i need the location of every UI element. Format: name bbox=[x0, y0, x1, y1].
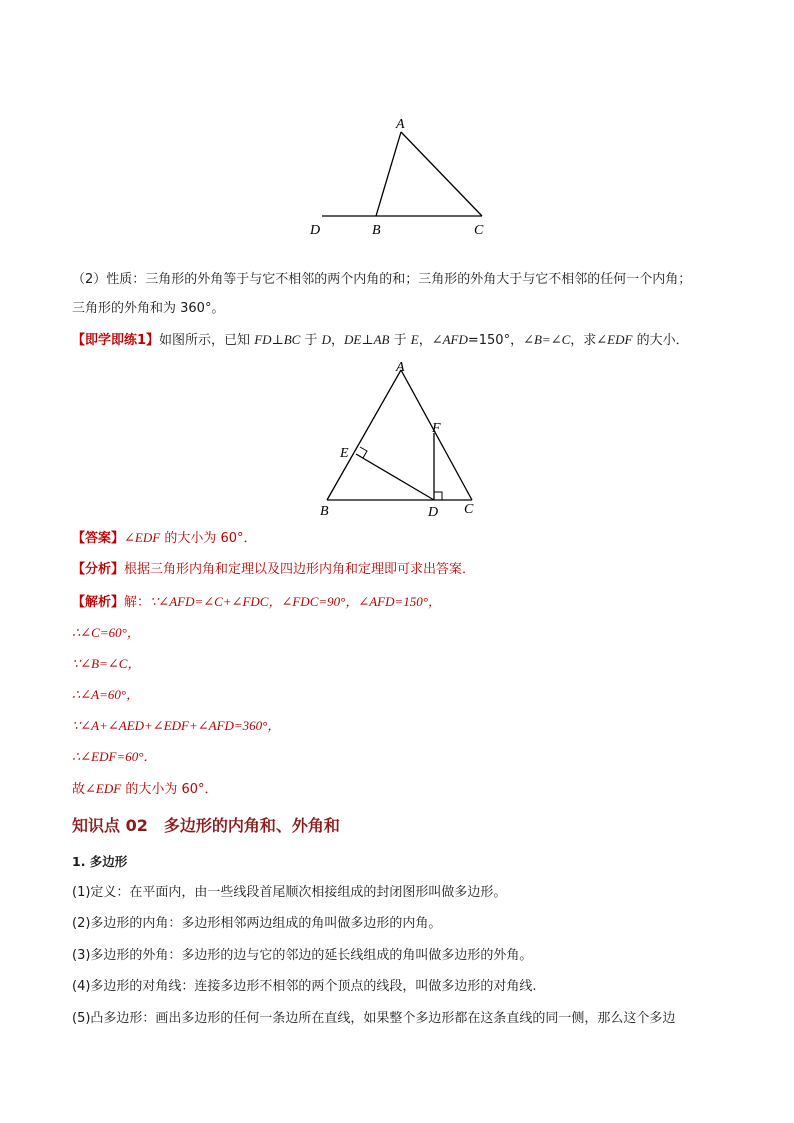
label-C: C bbox=[464, 502, 474, 517]
exercise-text: ，求 bbox=[570, 333, 597, 348]
label-F: F bbox=[432, 421, 441, 436]
solution-line-1 bbox=[72, 592, 441, 613]
exercise-text: 于 bbox=[389, 333, 411, 348]
solution-step-4: ∴∠A=60°， bbox=[72, 687, 140, 702]
definition-item-4: (4)多边形的对角线：连接多边形不相邻的两个顶点的线段，叫做多边形的对角线. bbox=[72, 979, 537, 994]
solution-tag: 【解析】 bbox=[72, 595, 125, 610]
label-A: A bbox=[396, 117, 405, 132]
exercise-text: =150°， bbox=[467, 333, 524, 348]
definition-item-2: (2)多边形的内角：多边形相邻两边组成的角叫做多边形的内角。 bbox=[72, 916, 442, 931]
math-angle-afd: ∠AFD bbox=[431, 332, 468, 347]
property-line-1: （2）性质：三角形的外角等于与它不相邻的两个内角的和；三角形的外角大于与它不相邻的任何一个内角； bbox=[72, 272, 692, 287]
section-heading bbox=[72, 815, 340, 837]
answer-line bbox=[72, 528, 257, 549]
label-E: E bbox=[340, 446, 349, 461]
solution-step-5: ∵∠A+∠AED+∠EDF+∠AFD=360°， bbox=[72, 718, 281, 733]
section-number: 知识点 02 bbox=[72, 816, 148, 835]
math-angle-edf: ∠EDF bbox=[124, 530, 161, 545]
exercise-statement bbox=[72, 330, 689, 351]
solution-step-3: ∵∠B=∠C， bbox=[72, 656, 141, 671]
analysis-text: 根据三角形内角和定理以及四边形内角和定理即可求出答案． bbox=[124, 562, 476, 577]
label-C: C bbox=[474, 223, 484, 238]
math-e: E bbox=[410, 332, 419, 347]
math-angle-edf: ∠EDF bbox=[85, 781, 122, 796]
property-line-2: 三角形的外角和为 360°。 bbox=[72, 301, 225, 316]
solution-step-6: ∴∠EDF=60°． bbox=[72, 749, 157, 764]
figure-exterior-angle bbox=[300, 110, 500, 245]
definition-item-3: (3)多边形的外角：多边形的边与它的邻边的延长线组成的角叫做多边形的外角。 bbox=[72, 948, 533, 963]
exercise-text: ， bbox=[418, 333, 432, 348]
exercise-text: 于 bbox=[300, 333, 322, 348]
solution-step-1: ∵∠AFD=∠C+∠FDC，∠FDC=90°，∠AFD=150°， bbox=[150, 594, 441, 609]
label-D: D bbox=[428, 505, 439, 520]
solution-step-2: ∴∠C=60°， bbox=[72, 625, 140, 640]
label-B: B bbox=[320, 504, 329, 519]
exercise-text: 的大小． bbox=[632, 333, 689, 348]
segment-AB bbox=[376, 132, 401, 216]
conclusion-text: 的大小为 60°． bbox=[121, 782, 218, 797]
segment-DE bbox=[356, 454, 434, 500]
math-angle-edf: ∠EDF bbox=[596, 332, 633, 347]
label-B: B bbox=[372, 223, 381, 238]
conclusion-text: 故 bbox=[72, 782, 86, 797]
right-angle-mark-D bbox=[434, 492, 442, 500]
analysis-line bbox=[72, 560, 475, 580]
math-de-perp-ab: DE⊥AB bbox=[344, 332, 390, 347]
analysis-tag: 【分析】 bbox=[72, 562, 125, 577]
subsection-title: 1. 多边形 bbox=[72, 854, 128, 869]
segment-AB bbox=[327, 370, 401, 500]
figure-exercise-triangle bbox=[310, 358, 490, 523]
section-title: 多边形的内角和、外角和 bbox=[163, 816, 340, 835]
definition-item-5: (5)凸多边形：画出多边形的任何一条边所在直线，如果整个多边形都在这条直线的同一侧，那么这个多边 bbox=[72, 1011, 676, 1026]
math-d: D bbox=[321, 332, 332, 347]
math-fd-perp-bc: FD⊥BC bbox=[254, 332, 301, 347]
answer-tag: 【答案】 bbox=[72, 531, 125, 546]
solution-conclusion bbox=[72, 779, 218, 800]
exercise-text: 如图所示，已知 bbox=[159, 333, 255, 348]
definition-item-1: (1)定义：在平面内，由一些线段首尾顺次相接组成的封闭图形叫做多边形。 bbox=[72, 885, 507, 900]
label-D: D bbox=[310, 223, 321, 238]
exercise-text: ， bbox=[331, 333, 345, 348]
math-angle-b-eq-c: ∠B=∠C bbox=[523, 332, 571, 347]
solution-lead: 解： bbox=[124, 595, 151, 610]
answer-text: 的大小为 60°． bbox=[160, 531, 257, 546]
exercise-tag: 【即学即练1】 bbox=[72, 333, 160, 348]
label-A: A bbox=[396, 360, 405, 375]
segment-AC bbox=[401, 132, 482, 216]
